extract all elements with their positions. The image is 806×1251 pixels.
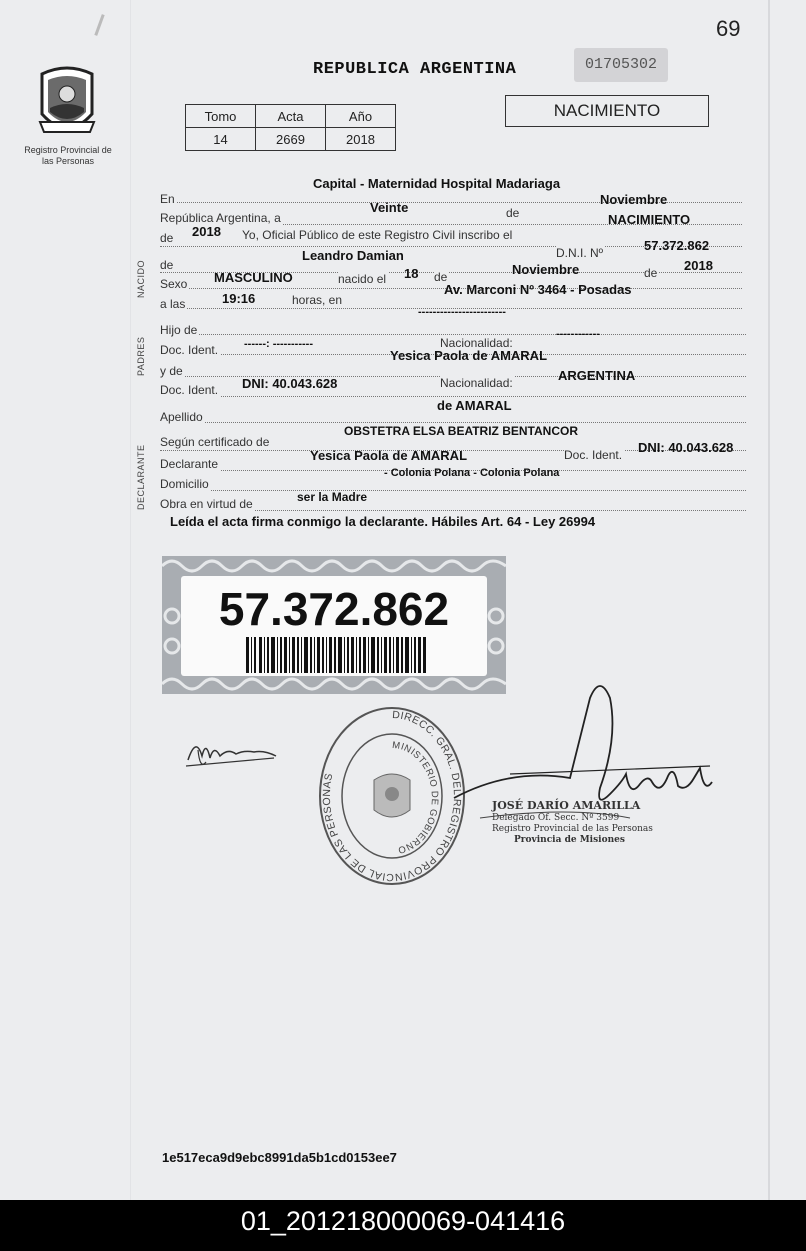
register-table	[185, 104, 396, 151]
label-apellido: Apellido	[160, 410, 203, 424]
label-segun: Según certificado de	[160, 435, 270, 449]
value-mes: Noviembre	[600, 192, 668, 207]
file-identifier: 01_201218000069-041416	[0, 1201, 806, 1251]
label-de-anio2: de	[644, 266, 658, 280]
value-acto: NACIMIENTO	[608, 212, 691, 227]
value-dia-nac: 18	[404, 266, 419, 281]
label-horas-en: horas, en	[292, 293, 343, 307]
value-hora: 19:16	[222, 291, 256, 306]
value-certificado: OBSTETRA ELSA BEATRIZ BENTANCOR	[344, 424, 578, 438]
register-header-acta: Acta	[256, 105, 326, 128]
value-dia: Veinte	[370, 200, 409, 215]
closing-statement: Leída el acta firma conmigo la declarante. Hábiles Art. 64 - Ley 26994	[170, 514, 596, 529]
value-anio-nac: 2018	[684, 258, 713, 273]
label-de-mes: de	[506, 206, 520, 220]
register-value-anio: 2018	[326, 128, 396, 151]
section-label-padres: PADRES	[136, 336, 146, 376]
register-value-row	[186, 128, 396, 151]
register-value-acta: 2669	[256, 128, 326, 151]
officer-line-2: Registro Provincial de las Personas	[492, 824, 653, 834]
label-y-de: y de	[160, 364, 183, 378]
value-sexo: MASCULINO	[214, 270, 293, 285]
label-doc-ident-1: Doc. Ident.	[160, 343, 219, 357]
section-label-nacido: NACIDO	[136, 259, 146, 298]
value-doc-padre: ------: -----------	[244, 338, 313, 350]
value-apellido: de AMARAL	[437, 398, 512, 413]
svg-text:DIRECC. GRAL. DEL REGISTRO PRO: DIRECC. GRAL. DEL REGISTRO PROVINCIAL DE LAS PERSONAS	[320, 708, 463, 884]
register-value-tomo: 14	[186, 128, 256, 151]
label-nacido-el: nacido el	[338, 272, 387, 286]
label-doc-ident-3: Doc. Ident.	[564, 448, 623, 462]
label-dni-no: D.N.I. Nº	[556, 246, 604, 260]
organization-name: Registro Provincial de las Personas	[24, 145, 112, 166]
value-dni: 57.372.862	[644, 238, 710, 253]
label-domicilio: Domicilio	[160, 477, 209, 491]
value-hijo-de: ------------------------	[418, 306, 506, 318]
province-coat-of-arms-icon	[36, 64, 98, 142]
value-mes-nac: Noviembre	[512, 262, 580, 277]
value-madre: Yesica Paola de AMARAL	[390, 348, 548, 363]
value-lugar: Capital - Maternidad Hospital Madariaga	[313, 176, 561, 191]
section-label-declarante: DECLARANTE	[136, 444, 146, 510]
page-number: 69	[716, 16, 741, 41]
label-nacionalidad-1: Nacionalidad:	[440, 336, 513, 350]
value-doc-declarante: DNI: 40.043.628	[638, 440, 734, 455]
officer-line-1: Delegado Of. Secc. Nº 3599	[492, 813, 620, 823]
label-obra: Obra en virtud de	[160, 497, 253, 511]
value-nac-padre: ------------	[556, 328, 600, 340]
form-line	[160, 318, 746, 335]
svg-text:MINISTERIO DE GOBIERNO: MINISTERIO DE GOBIERNO	[391, 739, 441, 856]
label-oficial: Yo, Oficial Público de este Registro Civil inscribo el	[242, 228, 513, 242]
serial-number: 01705302	[574, 48, 668, 82]
officer-line-3: Provincia de Misiones	[514, 835, 625, 845]
label-de-mes2: de	[434, 270, 448, 284]
dni-label-number: 57.372.862	[218, 583, 450, 635]
label-hijo-de: Hijo de	[160, 323, 198, 337]
declarant-signature	[184, 726, 280, 776]
value-domicilio: - Colonia Polana - Colonia Polana	[384, 467, 560, 479]
label-a-las: a las	[160, 297, 186, 311]
value-nac-madre: ARGENTINA	[558, 368, 636, 383]
document-title: REPUBLICA ARGENTINA	[313, 60, 517, 79]
value-anio: 2018	[192, 224, 221, 239]
officer-name: JOSÉ DARÍO AMARILLA	[492, 799, 641, 812]
label-de-nombre: de	[160, 258, 174, 272]
label-nacionalidad-2: Nacionalidad:	[440, 376, 513, 390]
register-header-row	[186, 105, 396, 128]
label-doc-ident-2: Doc. Ident.	[160, 383, 219, 397]
value-declarante: Yesica Paola de AMARAL	[310, 448, 468, 463]
document-hash: 1e517eca9d9ebc8991da5b1cd0153ee7	[162, 1150, 397, 1165]
barcode-icon	[246, 637, 426, 673]
value-lugar-nac: Av. Marconi Nº 3464 - Posadas	[444, 282, 632, 297]
value-doc-madre: DNI: 40.043.628	[242, 376, 338, 391]
record-type-box: NACIMIENTO	[505, 95, 709, 127]
label-de-anio: de	[160, 231, 174, 245]
officer-stamp	[492, 800, 682, 846]
value-obra: ser la Madre	[297, 490, 368, 504]
corner-mark	[94, 14, 104, 36]
official-seal	[318, 706, 466, 886]
label-republica: República Argentina, a	[160, 211, 281, 225]
label-sexo: Sexo	[160, 277, 188, 291]
register-header-tomo: Tomo	[186, 105, 256, 128]
label-declarante: Declarante	[160, 457, 219, 471]
register-header-anio: Año	[326, 105, 396, 128]
label-en: En	[160, 192, 175, 206]
value-nombre: Leandro Damian	[302, 248, 404, 263]
